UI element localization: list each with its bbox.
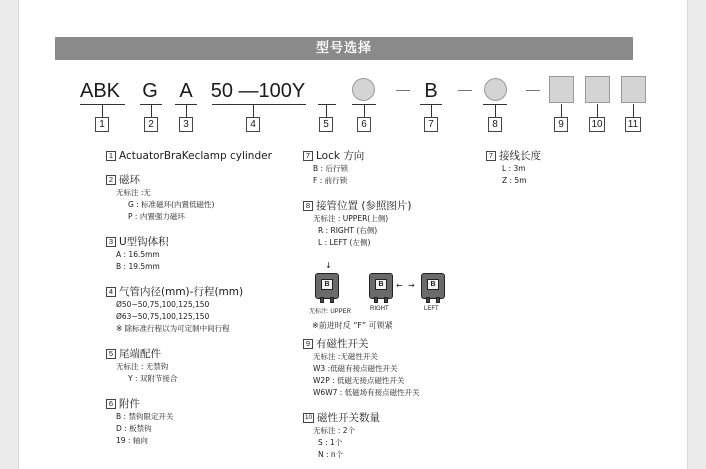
section-1 <box>106 149 272 163</box>
option-line: 无标注 :无 <box>116 188 151 197</box>
index-box-9: 9 <box>554 117 568 132</box>
section-number: 7 <box>486 151 496 161</box>
left-arrow-icon: → <box>408 281 415 290</box>
underline-4 <box>212 104 306 105</box>
section-title: 磁环 <box>119 174 140 186</box>
option-line: 19 : 轴向 <box>116 436 148 445</box>
section-number: 9 <box>303 339 313 349</box>
fitting-pin <box>436 297 440 303</box>
section-title: ActuatorBraKeclamp cylinder <box>119 150 272 162</box>
fitting-pin <box>374 297 378 303</box>
option-square-10 <box>585 76 610 103</box>
section-number: 2 <box>106 175 116 185</box>
option-line: F : 前行锁 <box>313 176 348 185</box>
fitting-core: B <box>375 279 387 290</box>
tick-11 <box>633 104 634 117</box>
index-box-7: 7 <box>424 117 438 132</box>
tick-5 <box>326 105 327 117</box>
option-line: A : 16.5mm <box>116 250 160 259</box>
code-a: A <box>179 80 193 102</box>
section-number: 8 <box>303 201 313 211</box>
section-7 <box>303 149 364 187</box>
option-circle-6 <box>352 78 375 101</box>
option-circle-8 <box>484 78 507 101</box>
diagram-label-left: LEFT <box>424 306 439 312</box>
index-box-4: 4 <box>246 117 260 132</box>
option-line: Ø63~50,75,100,125,150 <box>116 312 210 321</box>
fitting-right-icon <box>369 273 393 299</box>
option-line: S : 1个 <box>318 438 343 447</box>
tick-4 <box>253 105 254 117</box>
index-box-8: 8 <box>488 117 502 132</box>
option-line: Z : 5m <box>502 176 527 185</box>
diagram-label-upper: 无标注: UPPER <box>309 309 352 315</box>
tick-2 <box>151 105 152 117</box>
section-title: 附件 <box>119 398 140 410</box>
section-6 <box>106 397 173 447</box>
option-line: W2P : 低磁无接点磁性开关 <box>313 376 405 385</box>
index-box-2: 2 <box>144 117 158 132</box>
section-title: 气管内径(mm)-行程(mm) <box>119 286 244 298</box>
section-title: 接管位置 (参照图片) <box>316 200 412 212</box>
dash-1 <box>396 90 410 91</box>
index-box-5: 5 <box>319 117 333 132</box>
section-8 <box>303 199 412 249</box>
option-line: W6W7 : 低磁场有接点磁性开关 <box>313 388 420 397</box>
section-title: 有磁性开关 <box>316 338 369 350</box>
fitting-pin <box>384 297 388 303</box>
section-11 <box>486 149 541 187</box>
option-line: Y : 双附节接合 <box>128 374 178 383</box>
option-line: B : 后行锁 <box>313 164 348 173</box>
option-line: 无标注 : UPPER(上侧) <box>313 214 389 223</box>
option-line: 无标注 : 2个 <box>313 426 356 435</box>
section-number: 1 <box>106 151 116 161</box>
code-stroke: 50 —100Y <box>210 80 306 102</box>
code-abk: ABK <box>80 80 121 102</box>
tick-6 <box>364 105 365 117</box>
option-line: B : 禁钩限定开关 <box>116 412 174 421</box>
section-number: 3 <box>106 237 116 247</box>
index-box-11: 11 <box>625 117 641 132</box>
option-line: ※ 除标准行程以为可定制中间行程 <box>116 324 230 333</box>
option-line: D : 板禁钩 <box>116 424 152 433</box>
fitting-pin <box>320 297 324 303</box>
fitting-left-icon <box>421 273 445 299</box>
section-2 <box>106 173 214 223</box>
section-number: 6 <box>106 399 116 409</box>
option-line: G : 标准磁环(内置低磁性) <box>128 200 215 209</box>
section-3 <box>106 235 169 273</box>
option-line: L : LEFT (左侧) <box>318 238 371 247</box>
tick-8 <box>495 105 496 117</box>
fitting-core: B <box>427 279 439 290</box>
option-square-9 <box>549 76 574 103</box>
index-box-6: 6 <box>357 117 371 132</box>
diagram-label-right: RIGHT <box>370 306 389 312</box>
section-title: Lock 方向 <box>316 150 365 162</box>
option-line: W3 :低磁有接点磁性开关 <box>313 364 398 373</box>
right-arrow-icon: ← <box>396 281 403 290</box>
option-line: Ø50~50,75,100,125,150 <box>116 300 210 309</box>
tick-7 <box>431 105 432 117</box>
down-arrow-icon: ↓ <box>325 261 332 270</box>
index-box-3: 3 <box>179 117 193 132</box>
option-line: P : 内置强力磁环 <box>128 212 185 221</box>
section-number: 5 <box>106 349 116 359</box>
section-number: 10 <box>304 414 313 421</box>
dash-2 <box>458 90 472 91</box>
section-title: U型钩体积 <box>119 236 169 248</box>
section-9 <box>303 337 420 399</box>
code-g: G <box>142 80 158 102</box>
option-line: N : n个 <box>318 450 344 459</box>
section-number: 7 <box>303 151 313 161</box>
underline-5 <box>318 104 336 105</box>
option-line: 无标注 : 无禁钩 <box>116 362 169 371</box>
index-box-10: 10 <box>589 117 605 132</box>
section-title: 接线长度 <box>499 150 541 162</box>
fitting-upper-icon <box>315 273 339 299</box>
index-box-1: 1 <box>95 117 109 132</box>
dash-3 <box>526 90 540 91</box>
section-banner: 型号选择 <box>55 37 633 60</box>
option-line: 无标注 :无磁性开关 <box>313 352 378 361</box>
code-b: B <box>424 80 438 102</box>
section-title: 尾端配件 <box>119 348 161 360</box>
option-line: R : RIGHT (右侧) <box>318 226 378 235</box>
section-10 <box>303 411 380 461</box>
section-4 <box>106 285 243 335</box>
fitting-core: B <box>321 279 333 290</box>
fitting-pin <box>426 297 430 303</box>
fitting-pin <box>330 297 334 303</box>
option-square-11 <box>621 76 646 103</box>
option-line: L : 3m <box>502 164 526 173</box>
option-line: B : 19.5mm <box>116 262 160 271</box>
tick-9 <box>561 104 562 117</box>
tick-3 <box>186 105 187 117</box>
section-number: 4 <box>106 287 116 297</box>
section-5 <box>106 347 177 385</box>
section-title: 磁性开关数量 <box>317 412 380 424</box>
tick-1 <box>102 105 103 117</box>
diagram-note: ※前进时反 “F” 可锁紧 <box>312 321 393 330</box>
tick-10 <box>597 104 598 117</box>
